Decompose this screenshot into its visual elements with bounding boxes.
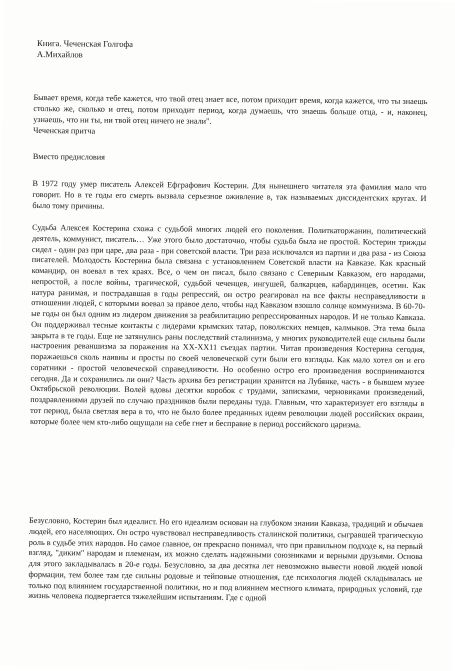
book-title-line: Книга. Чеченская Голгофа bbox=[36, 37, 134, 49]
paragraph-2: Судьба Алексея Костерина схожа с судьбой многих людей его поколения. Политкаторжанин, политический деятель, коммунист, писатель… Уже этого было достаточно, чтобы судьба была не простой. Костерин трижды сидел - один раз при царе, два раза - при советской власти. Три раза исключался из партии и два раза - из Союза писателей. Молодость Костерина была связана с установлением Советской власти на Кавказе. Как красный командир, он воевал в тех краях. Все, о чем он писал, было связано с Северным Кавказом, его народами, непростой, а после войны, трагической, судьбой чеченцев, ингушей, балкарцев, кабардинцев, осетин. Как натура ранимая, и пострадавшая в годы репрессий, он остро реагировал на все факты несправедливости в отношении людей, с которыми воевал за правое дело, чтобы над Кавказом взошло солнце коммунизма. В 60-70-ые годы он был одним из лидером движения за реабилитацию репрессированных народов. И не только Кавказа. Он поддерживал тесные контакты с лидерами крымских татар, поволжских немцев, калмыков. Эта тема была закрыта в те годы. Еще не затянулись раны последствий сталинизма, у многих руководителей еще сильны были настроения реваншизма за поражения на XX-XX11 съездах партии. Читая произведения Костерина сегодня, поражаешься сколь наивны и просты по своей человеческой сути были его взгляды. Как мало хотел он и его соратники - простой человеческой справедливости. Но особенно остро его произведения воспринимаются сегодня. Да и сохранились ли они? Часть архива без регистрации хранится на Лубянке, часть - в бывшем музее Октябрьской революции. Волей вдовы десятки коробок с трудами, записками, черновиками произведений, поздравлениями друзей по случаю праздников были переданы туда. Главным, что характеризует его взгляды в тот период, была светлая вера в то, что не было более преданных идеям революции людей российских окраин, которые более чем кто-либо ощущали на себе гнет и бесправие в период российского царизма. bbox=[30, 222, 427, 429]
paragraph-1: В 1972 году умер писатель Алексей Ефграфович Костерин. Для нынешнего читателя эта фамилия мало что говорит. Но в те годы его смерть вызвала серьезное оживление в, так называемых диссидентских кругах. И было тому причины. bbox=[32, 178, 427, 211]
author-line: А.Михайлов bbox=[36, 48, 83, 60]
epigraph-text: Бывает время, когда тебе кажется, что твой отец знает все, потом приходит время, когда кажется, что ты знаешь столько же, сколько и отец, потом приходит период, когда думаешь, что знаешь больше отца, - и, наконец, узнаешь, что ни ты, ни твой отец ничего не знали". bbox=[33, 92, 428, 126]
paragraph-3: Безусловно, Костерин был идеалист. Но его идеализм основан на глубоком знании Кавказа, традиций и обычаев людей, его населяющих. Он остро чувствовал несправедливость сталинской политики, сыгравшей трагическую роль в судьбе этих народов. Но самое главное, он прекрасно понимал, что при правильном подходе к, на первый взгляд, "диким" народам и племенам, их можно сделать надежными союзниками и верными друзьями. Основа для этого закладывалась в 20-е годы. Безусловно, за два десятка лет невозможно вывести новой людей новой формации, тем более там где сильны родовые и тейповые отношения, где психология людей складывалась не только под влиянием государственной политики, но и под влиянием местного климата, природных условий, где жизнь человека подвергается тяжелейшим испытаниям. Где с одной bbox=[28, 515, 424, 603]
epigraph-source: Чеченская притча bbox=[33, 125, 96, 136]
section-title: Вместо предисловия bbox=[32, 151, 106, 162]
